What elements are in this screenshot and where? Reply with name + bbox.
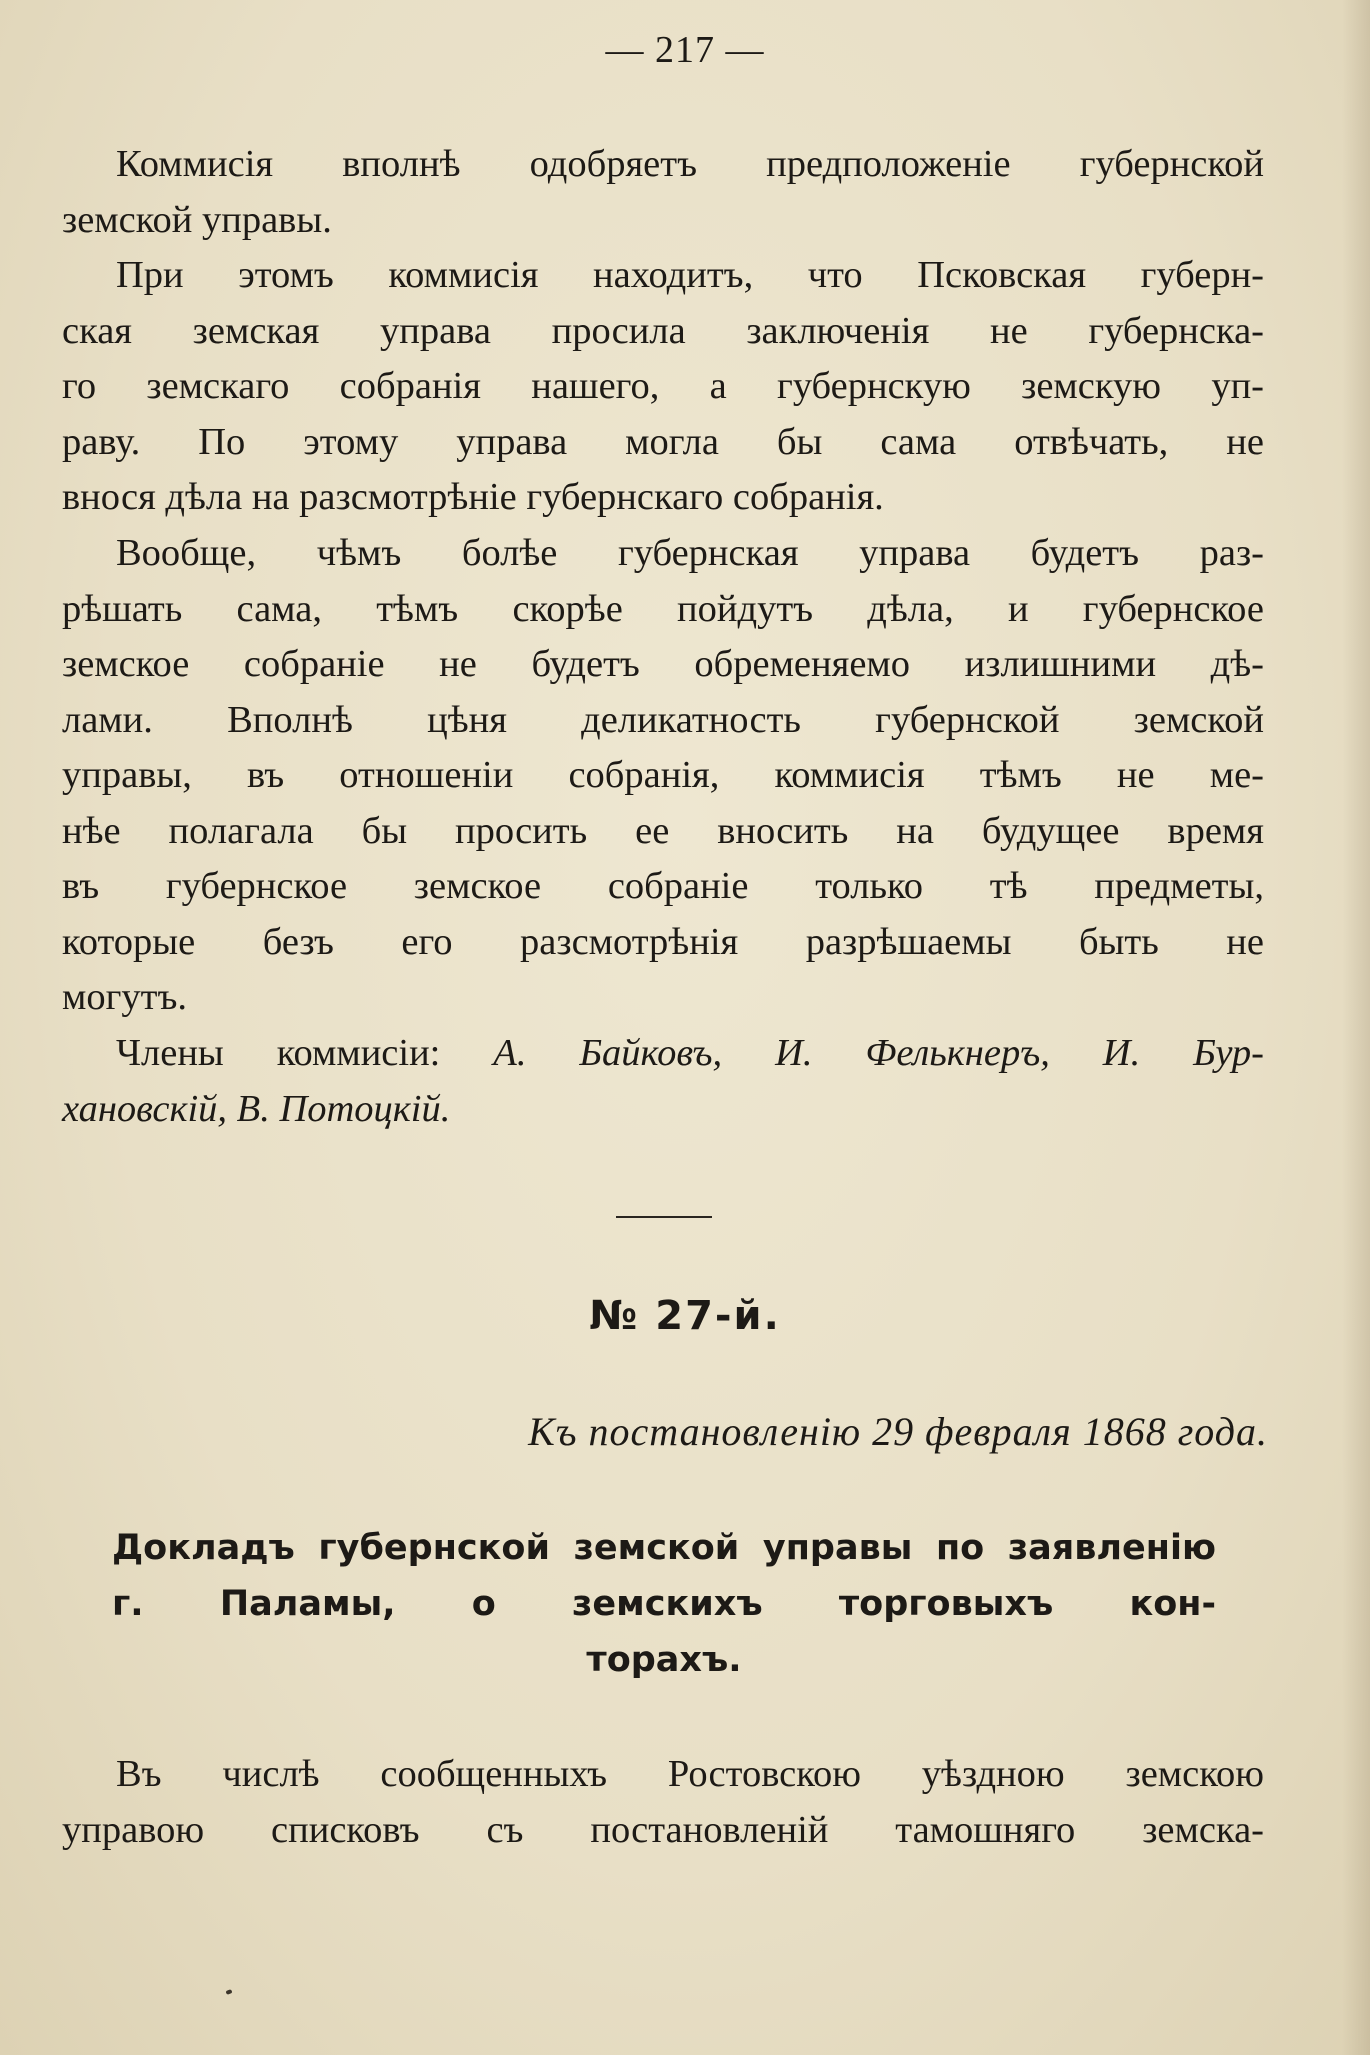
text-line: нѣе полагала бы просить ее вносить на будущее время xyxy=(62,809,1264,852)
text-line: Коммисія вполнѣ одобряетъ предположеніе губернской xyxy=(116,143,1264,185)
text-line: въ губернское земское собраніе только тѣ предметы, xyxy=(62,865,1264,907)
text-line: Вообще, чѣмъ болѣе губернская управа будетъ раз- xyxy=(116,532,1264,574)
paragraph-commission-approval xyxy=(62,137,1264,248)
title-line: торахъ. xyxy=(586,1640,742,1680)
members-names: А. Байковъ, И. Фелькнеръ, И. Бур- xyxy=(493,1032,1264,1074)
text-line: ская земская управа просила заключенія не губернска- xyxy=(62,309,1264,352)
text-line: которые безъ его разсмотрѣнія разрѣшаемы быть не xyxy=(62,920,1264,963)
text-line: лами. Вполнѣ цѣня деликатность губернской земской xyxy=(62,698,1264,741)
text-line: управою списковъ съ постановленій тамошняго земска- xyxy=(62,1808,1264,1851)
section-divider xyxy=(616,1216,712,1218)
text-line: рѣшать сама, тѣмъ скорѣе пойдутъ дѣла, и губернское xyxy=(62,587,1264,630)
text-line: раву. По этому управа могла бы сама отвѣчать, не xyxy=(62,420,1264,463)
text-line: земское собраніе не будетъ обременяемо излишними дѣ- xyxy=(62,643,1264,685)
text-line: го земскаго собранія нашего, а губернскую земскую уп- xyxy=(62,365,1264,407)
document-number: № 27-й. xyxy=(589,1293,781,1339)
members-line xyxy=(62,1026,1264,1082)
title-line: Докладъ губернской земской управы по заявленію xyxy=(112,1528,1216,1568)
members-names-continued: хановскій, В. Потоцкій. xyxy=(62,1087,451,1130)
title-line: г. Паламы, о земскихъ торговыхъ кон- xyxy=(112,1584,1216,1624)
ink-speck xyxy=(225,1989,232,1995)
report-body xyxy=(62,1747,1264,1858)
text-line: Въ числѣ сообщенныхъ Ростовскою уѣздною земскою xyxy=(116,1753,1264,1795)
report-title xyxy=(112,1520,1216,1688)
page-number: — 217 — xyxy=(605,29,765,71)
text-line: управы, въ отношеніи собранія, коммисія тѣмъ не ме- xyxy=(62,754,1264,796)
text-line: земской управы. xyxy=(62,198,332,241)
commission-members xyxy=(62,1026,1264,1137)
text-line: При этомъ коммисія находитъ, что Псковская губерн- xyxy=(116,254,1264,296)
page-edge-shadow xyxy=(1342,0,1370,2055)
text-line: внося дѣла на разсмотрѣніе губернскаго собранія. xyxy=(62,476,884,518)
resolution-reference: Къ постановленію 29 февраля 1868 года. xyxy=(528,1409,1268,1454)
paragraph-general-remarks xyxy=(62,526,1264,1026)
paragraph-pskov-uprava xyxy=(62,248,1264,526)
members-label: Члены коммисіи: xyxy=(116,1032,441,1074)
text-line: могутъ. xyxy=(62,976,188,1018)
